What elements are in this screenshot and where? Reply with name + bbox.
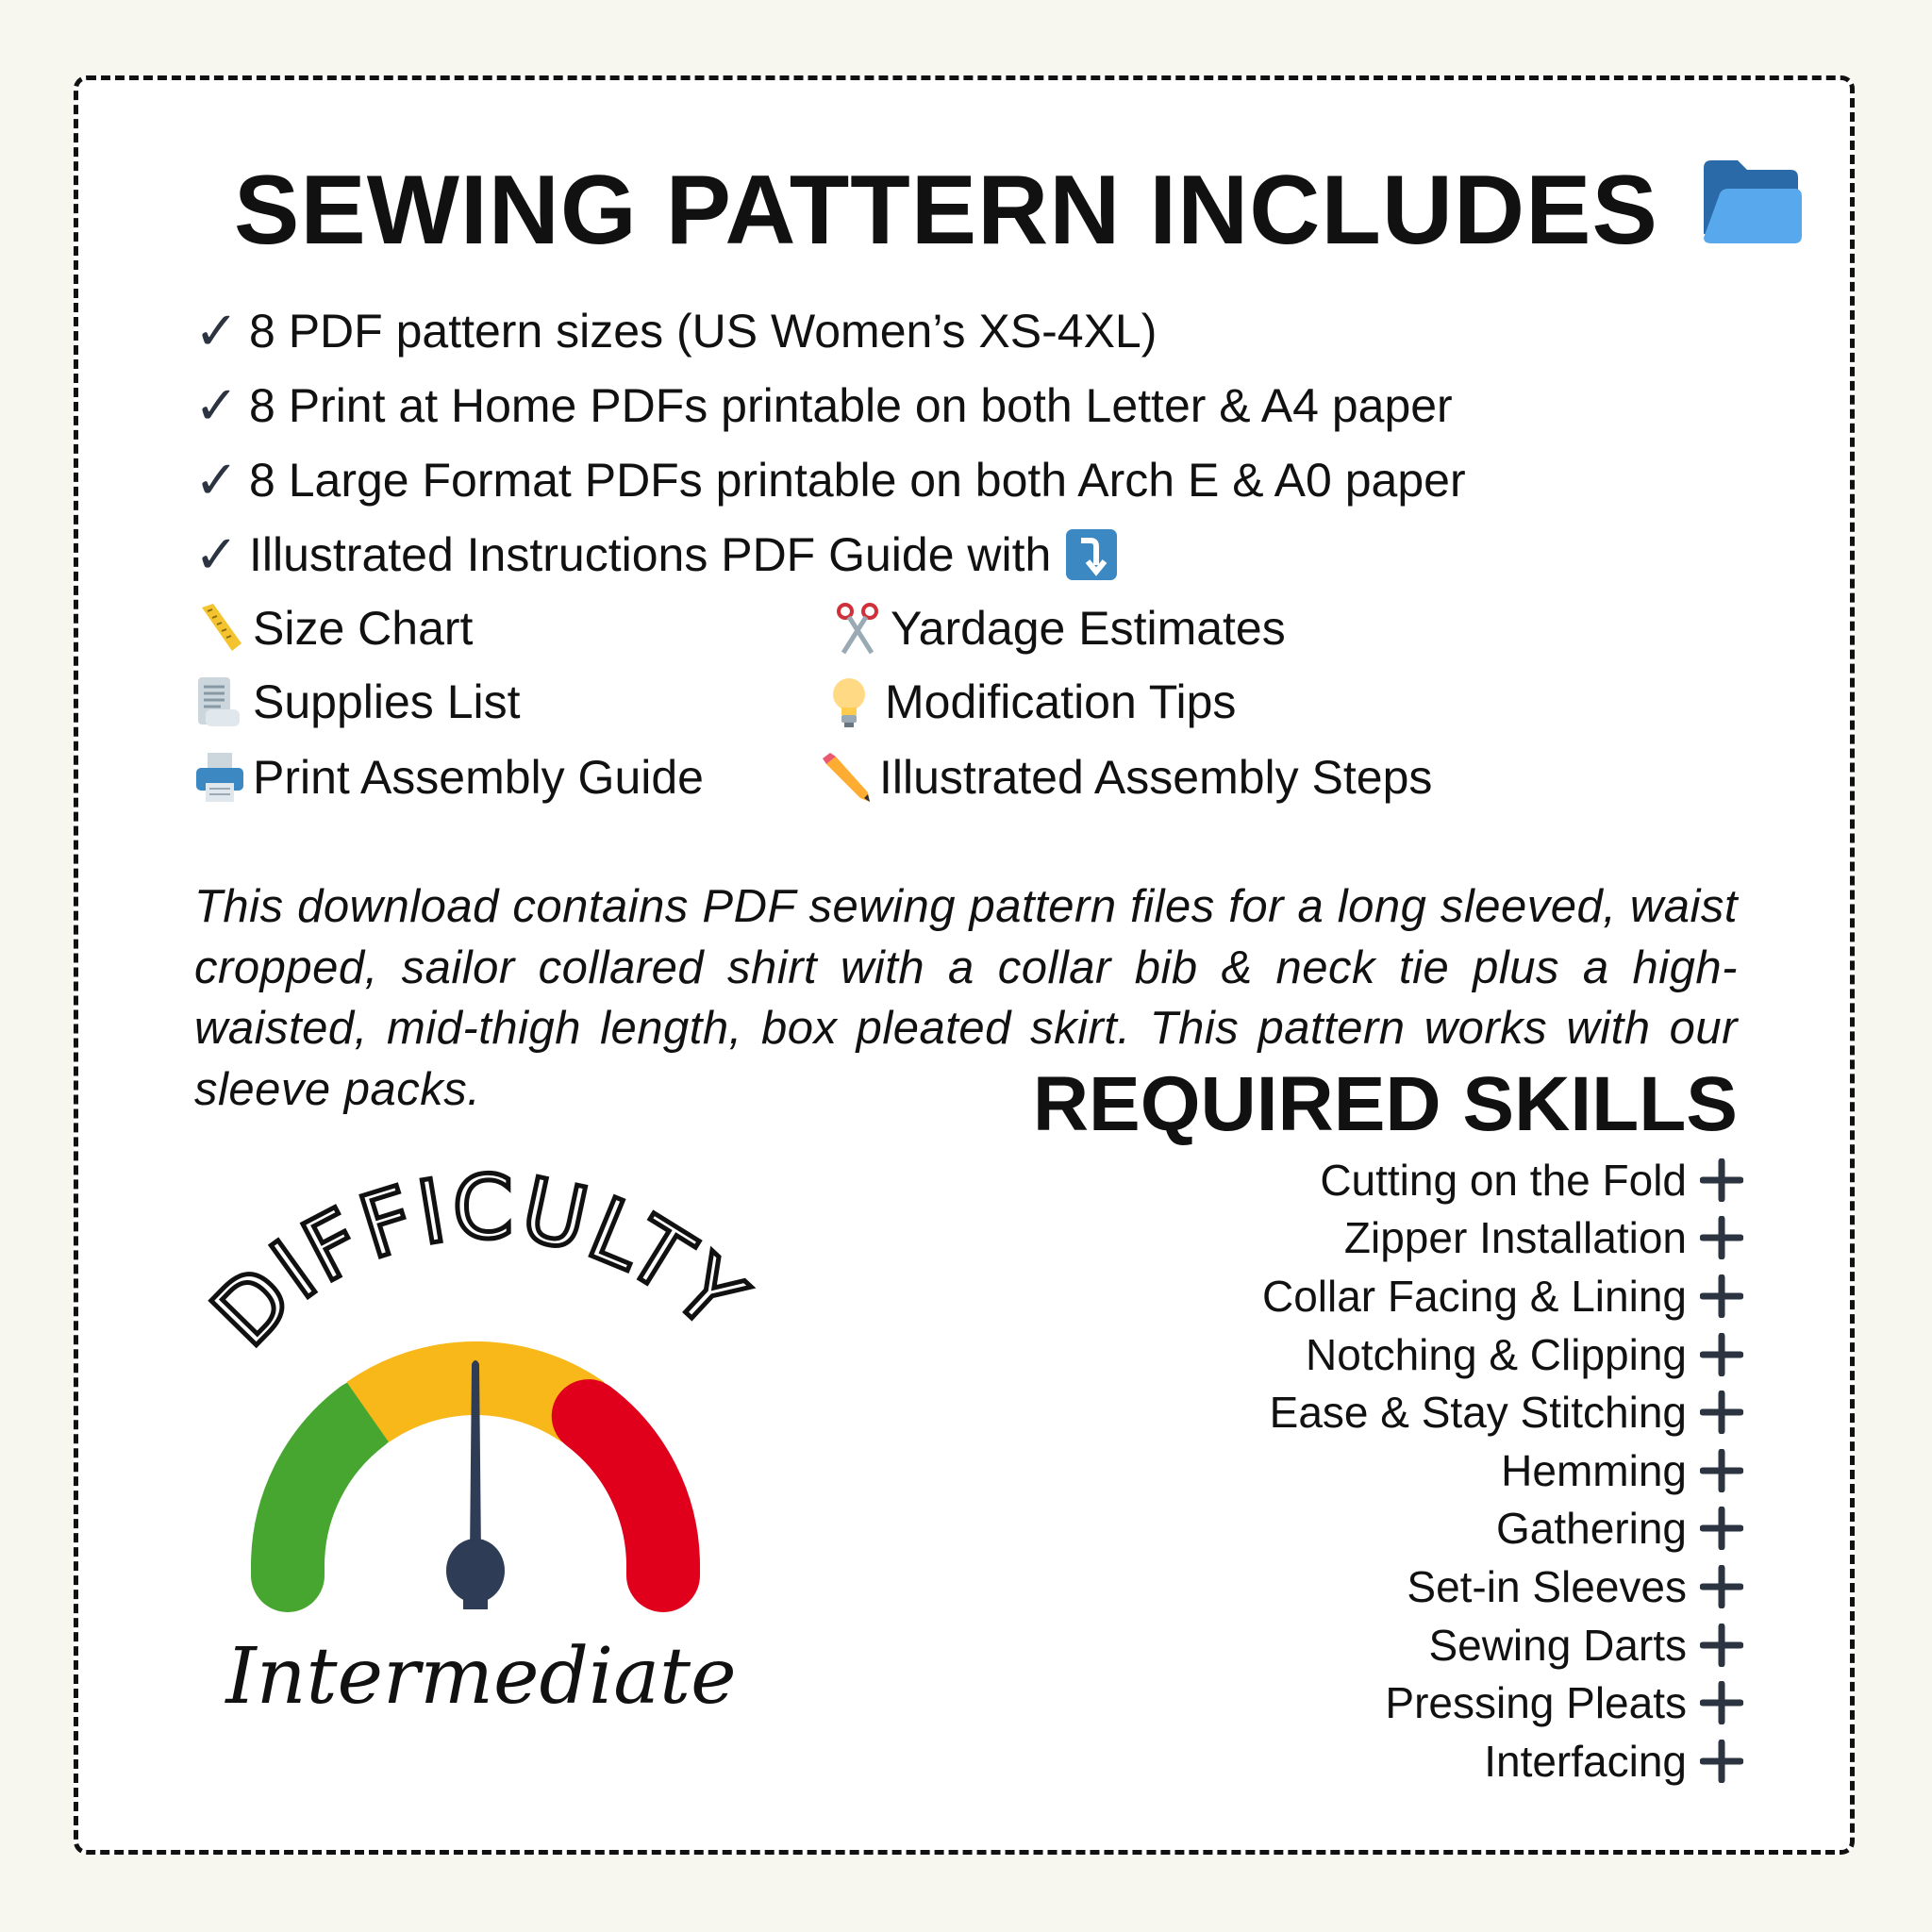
skill-label: Sewing Darts xyxy=(1428,1620,1687,1670)
skill-label: Cutting on the Fold xyxy=(1320,1155,1687,1205)
guide-item-label: Print Assembly Guide xyxy=(253,751,704,804)
folder-icon xyxy=(1700,158,1806,245)
ruler-icon xyxy=(194,602,253,655)
skill-item xyxy=(1262,1616,1743,1674)
guide-item-assembly-steps xyxy=(821,744,1432,810)
skill-item xyxy=(1262,1209,1743,1268)
skill-label: Zipper Installation xyxy=(1343,1213,1687,1263)
checklist-item xyxy=(194,447,1466,513)
plus-icon xyxy=(1700,1565,1743,1608)
skill-label: Pressing Pleats xyxy=(1385,1678,1687,1728)
plus-icon xyxy=(1700,1624,1743,1667)
plus-icon xyxy=(1700,1274,1743,1318)
skill-item xyxy=(1262,1151,1743,1209)
plus-icon xyxy=(1700,1391,1743,1434)
skill-item xyxy=(1262,1325,1743,1384)
checklist-text: Illustrated Instructions PDF Guide with xyxy=(249,528,1052,581)
plus-icon xyxy=(1700,1449,1743,1492)
checklist-item xyxy=(194,298,1157,364)
plus-icon xyxy=(1700,1216,1743,1259)
skill-item xyxy=(1262,1732,1743,1790)
description: This download contains PDF sewing pattern files for a long sleeved, waist cropped, sailor collared shirt with a collar bib & neck tie plus a high-waisted, mid-thigh length, box pleated skirt. This pattern works with our sleeve packs. xyxy=(194,881,1738,1115)
guide-item-label: Modification Tips xyxy=(885,675,1237,728)
checkmark-icon: ✓ xyxy=(194,375,239,435)
scissors-icon xyxy=(832,602,891,655)
guide-item-size-chart xyxy=(194,595,473,661)
skill-item xyxy=(1262,1500,1743,1558)
skill-item xyxy=(1262,1267,1743,1325)
checklist-item xyxy=(194,522,1119,588)
guide-item-yardage xyxy=(832,595,1286,661)
skill-label: Set-in Sleeves xyxy=(1407,1561,1687,1611)
checklist-text: 8 Print at Home PDFs printable on both Letter & A4 paper xyxy=(249,379,1453,432)
lightbulb-icon xyxy=(826,675,885,728)
page-title xyxy=(234,156,1806,265)
guide-item-supplies xyxy=(194,669,521,735)
checklist-item xyxy=(194,373,1453,439)
checkmark-icon: ✓ xyxy=(194,301,239,360)
skill-item xyxy=(1262,1674,1743,1732)
skill-label: Gathering xyxy=(1495,1504,1687,1554)
plus-icon xyxy=(1700,1333,1743,1376)
checklist-text: 8 Large Format PDFs printable on both Arch E & A0 paper xyxy=(249,454,1466,507)
guide-item-label: Size Chart xyxy=(253,602,474,655)
skill-label: Notching & Clipping xyxy=(1305,1329,1687,1379)
skill-label: Interfacing xyxy=(1484,1736,1687,1786)
skill-label: Collar Facing & Lining xyxy=(1261,1271,1687,1321)
guide-item-label: Supplies List xyxy=(253,675,521,728)
skills-heading: REQUIRED SKILLS xyxy=(1032,1061,1738,1147)
guide-item-print-assembly xyxy=(194,744,704,810)
skills-list xyxy=(1262,1151,1743,1790)
title-text: SEWING PATTERN INCLUDES xyxy=(234,156,1658,265)
plus-icon xyxy=(1700,1740,1743,1783)
skill-item xyxy=(1262,1441,1743,1500)
difficulty-level: Intermediate xyxy=(225,1632,737,1722)
checkmark-icon: ✓ xyxy=(194,450,239,509)
guide-item-label: Yardage Estimates xyxy=(891,602,1286,655)
plus-icon xyxy=(1700,1507,1743,1550)
difficulty-heading: DIFFICULTY xyxy=(192,1157,766,1366)
plus-icon xyxy=(1700,1681,1743,1724)
skill-item xyxy=(1262,1557,1743,1616)
skill-label: Ease & Stay Stitching xyxy=(1269,1388,1687,1438)
printer-icon xyxy=(194,751,253,804)
scroll-icon xyxy=(194,675,253,728)
checklist-text: 8 PDF pattern sizes (US Women’s XS-4XL) xyxy=(249,305,1158,358)
guide-item-label: Illustrated Assembly Steps xyxy=(879,751,1433,804)
skill-item xyxy=(1262,1383,1743,1441)
checkmark-icon: ✓ xyxy=(194,525,239,584)
arrow-down-box-icon xyxy=(1064,527,1119,582)
plus-icon xyxy=(1700,1158,1743,1202)
pencil-icon xyxy=(821,751,879,804)
guide-item-modification xyxy=(826,669,1236,735)
skill-label: Hemming xyxy=(1501,1445,1687,1495)
